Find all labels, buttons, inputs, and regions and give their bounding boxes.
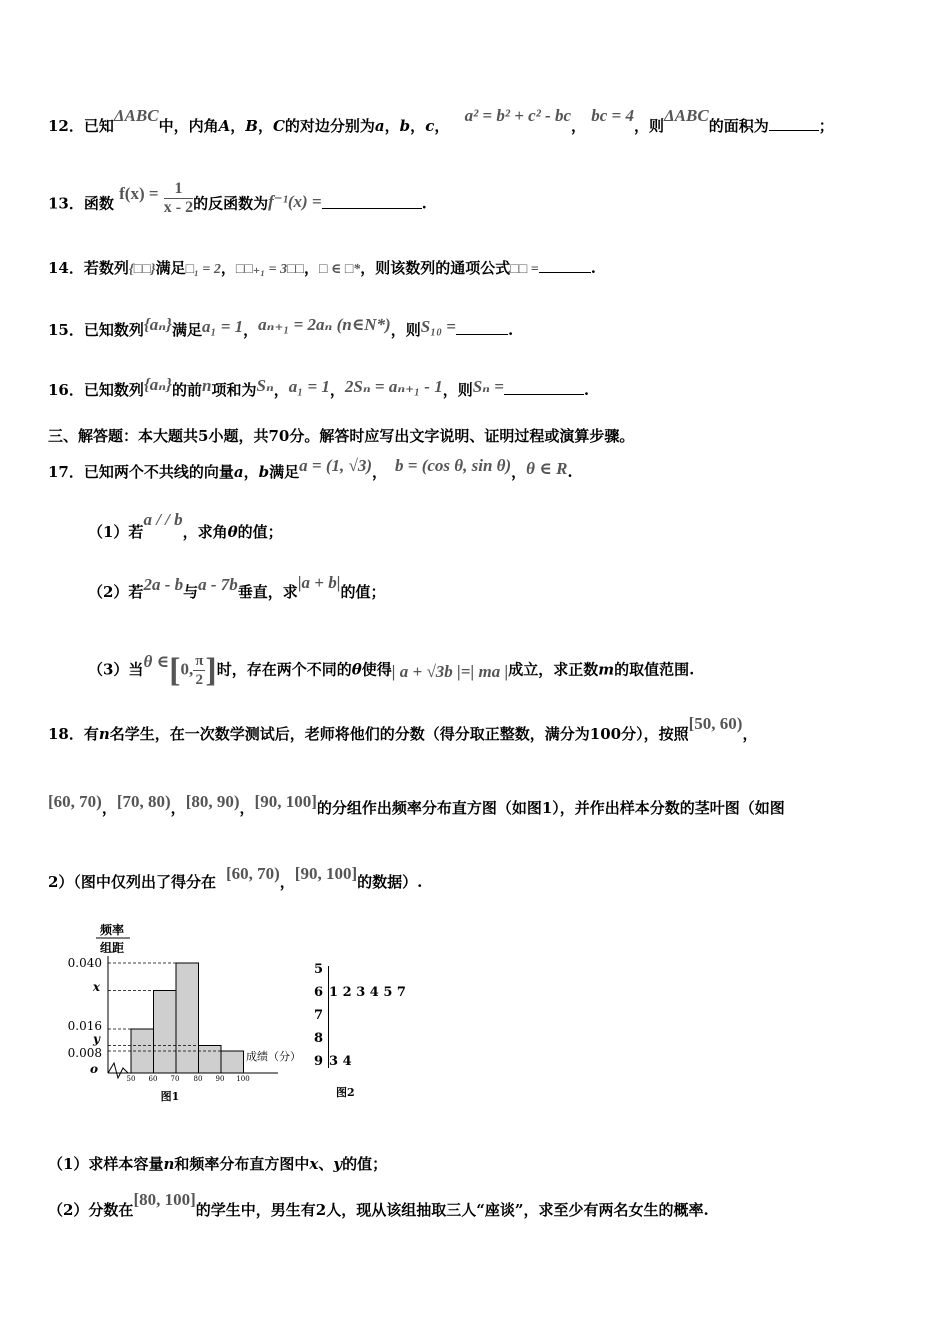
q17-math-vec-a: a = (1, √3) [299,456,372,475]
text: 2）（图中仅列出了得分在 [48,873,216,891]
ytick-0016: 0.016 [67,1019,102,1033]
q17-p2-math2: a - 7b [198,575,238,594]
q18-part1 [48,1154,387,1174]
histogram-ylabel-bottom: 组距 [99,941,125,955]
bar-[70,80) [176,963,199,1073]
stem: 5 [314,962,324,977]
q12-math-triangle2: ΔABC [664,106,709,125]
q18-part2 [48,1190,709,1220]
q12-text: 中，内角 [158,117,219,135]
section-3-heading: 三、解答题：本大题共5小题，共70分。解答时应写出文字说明、证明过程或演算步骤。 [48,427,635,445]
histogram-figure [50,918,330,1108]
text: 时，存在两个不同的 [216,660,352,679]
q13-num: 13． [48,194,84,213]
xtick-50: 50 [126,1075,136,1083]
leaves: 3 4 [329,1054,352,1069]
q12-line [48,106,834,136]
part-label: （1）求样本容量 [48,1155,164,1173]
q15-line [48,315,514,340]
text: 的分组作出频率分布直方图（如图1），并作出样本分数的茎叶图（如图 [316,799,785,817]
q14-math-a1: □₁ = 2 [185,262,221,277]
leaves: 1 2 3 4 5 7 [329,985,406,1000]
stem-leaf-row [314,985,406,1000]
q13-text: 的反函数为 [193,194,269,213]
comma: ， [304,259,320,277]
text: 的值； [340,583,386,601]
histogram-caption: 图1 [160,1090,180,1103]
ytick-y: y [93,1032,100,1046]
q15-text: 已知数列 [83,321,144,339]
stem-leaf-caption: 图2 [336,1086,355,1099]
q12-text: ，则 [633,117,664,135]
q18-p2-range: [80, 100] [133,1190,196,1209]
comma: ， [384,117,400,135]
stem-leaf-row [314,1054,352,1069]
q14-text: 若数列 [83,259,129,277]
q17-line [48,456,573,482]
q18-range-6: [60, 70) [225,864,280,883]
q14-math-domain: □ ∈ □* [319,262,361,277]
period: . [567,463,573,481]
q18-range-2: [60, 70) [48,792,102,811]
q17-p3-zero: 0, [180,659,194,679]
comma: ， [230,117,246,135]
q12-math-triangle: ΔABC [113,106,159,125]
q18-line2 [48,792,785,818]
stem: 7 [314,1008,324,1023]
q17-part1 [88,510,283,542]
ytick-0040: 0.040 [67,956,102,970]
q14-text: ，则该数列的通项公式 [360,259,511,277]
period: . [507,321,514,339]
var-m: m [598,660,615,679]
comma: ， [239,799,255,817]
q16-text: 项和为 [211,381,257,399]
q16-text: ，则 [442,381,473,399]
answer-blank [456,320,508,335]
comma: ， [511,463,527,481]
text: 与 [183,583,199,601]
text: 垂直，求 [237,583,298,601]
var-x: x [309,1155,319,1173]
q16-line [48,375,590,400]
q12-var-a: a [374,117,385,135]
q15-math-seq: {aₙ} [143,315,173,334]
q15-text: 满足 [172,321,203,339]
var-n: n [98,725,110,743]
q14-math-an: □□ = [510,262,539,277]
part-label: （2）若 [88,583,144,601]
xtick-90: 90 [215,1075,225,1083]
xtick-60: 60 [148,1075,158,1083]
q15-math-a1: a₁ = 1 [202,317,244,336]
comma: ， [742,725,758,743]
q16-math-sn: Sₙ [256,376,274,395]
q18-range-5: [90, 100] [254,792,317,811]
comma: ， [243,463,259,481]
q17-var-a: a [233,463,244,481]
q17-p3-math-eq: | a + √3b |=| ma | [391,661,509,681]
answer-blank [322,194,422,209]
bar-[60,70) [154,991,177,1074]
bar-[90,100] [221,1051,244,1073]
comma: ， [571,117,587,135]
comma: ， [279,873,295,891]
q18-range-3: [70, 80) [116,792,171,811]
q18-line3 [48,864,423,892]
q18-range-4: [80, 90) [185,792,240,811]
text: ，求角 [182,523,228,541]
origin-label: o [89,1062,98,1076]
frac-denominator: 2 [195,672,204,688]
comma: ， [329,381,345,399]
q16-math-n: n [202,376,212,395]
stem: 9 [314,1054,324,1069]
xtick-100: 100 [236,1075,250,1083]
q17-p2-math1: 2a - b [143,575,184,594]
comma: ， [273,381,289,399]
comma: ， [101,799,117,817]
q12-var-B: B [245,117,258,135]
q17-text: 满足 [269,463,300,481]
q12-var-C: C [272,117,285,135]
q12-var-c: c [425,117,435,135]
histogram-ylabel-top: 频率 [99,923,125,937]
comma: ， [170,799,186,817]
q14-math-recurrence: □□₊₁ = 3□□ [235,262,304,277]
comma: ， [372,463,388,481]
q17-part2 [88,573,386,602]
xtick-80: 80 [193,1075,203,1083]
histogram-xlabel: 成绩（分） [246,1050,301,1063]
stem-leaf-figure [314,962,434,1102]
stem: 6 [314,985,324,1000]
part-label: （2）分数在 [48,1201,134,1219]
q18-num: 18． [48,725,84,743]
var-theta: θ [227,523,238,541]
var-y: y [333,1155,343,1173]
q12-text: 的面积为 [708,117,769,135]
text: 的数据）. [357,873,423,891]
q12-math-equation: a² = b² + c² - bc [464,106,571,125]
q17-p3-theta-in: θ ∈ [143,651,170,671]
q16-math-sn2: Sₙ = [472,377,504,396]
q12-var-A: A [218,117,231,135]
right-bracket: ] [205,651,217,689]
text: 成立，求正数 [508,660,599,679]
stem-leaf-row [314,962,329,977]
xtick-70: 70 [170,1075,180,1083]
q12-text: 的对边分别为 [284,117,375,135]
period: . [590,259,596,277]
frac-numerator: 1 [164,180,193,199]
axis-break [108,1063,128,1078]
text: 的值； [237,523,283,541]
frac-denominator: x - 2 [163,199,194,216]
text: 和频率分布直方图中 [174,1155,310,1173]
bar-[80,90) [199,1046,222,1074]
q14-text: 满足 [155,259,186,277]
q15-text: ，则 [390,321,421,339]
q12-var-b: b [399,117,411,135]
comma: ， [243,321,259,339]
q14-line [48,258,596,280]
var-theta: θ [351,660,362,679]
q12-num: 12． [48,117,84,135]
period: . [583,381,590,399]
text: 的取值范围. [614,660,695,679]
answer-blank [504,380,584,395]
q15-math-recurrence: aₙ₊₁ = 2aₙ (n∈N*) [258,315,391,334]
ytick-x: x [92,980,100,994]
q16-text: 的前 [172,381,203,399]
q17-p2-math3: |a + b| [297,573,341,592]
text: 的值； [342,1155,388,1173]
q16-num: 16． [48,381,84,399]
q16-text: 已知数列 [83,381,144,399]
comma: ， [434,117,450,135]
q14-num: 14． [48,259,84,277]
left-bracket: [ [169,651,181,689]
q17-p1-math: a / / b [143,510,183,529]
text: 使得 [361,660,392,679]
var-n: n [163,1155,175,1173]
text: 、 [318,1155,334,1173]
q17-math-vec-b: b = (cos θ, sin θ) [395,456,512,475]
histogram-bars [131,963,244,1073]
stem: 8 [314,1031,324,1046]
text: 名学生，在一次数学测试后，老师将他们的分数（得分取正整数，满分为100分），按照 [109,725,689,743]
q13-fraction [164,180,193,217]
q18-range-7: [90, 100] [294,864,358,883]
q17-num: 17． [48,463,84,481]
stem-leaf-row [314,1031,329,1046]
q12-math-bc: bc = 4 [591,106,634,125]
q13-math-f: f(x) = [119,183,159,203]
q16-math-a1: a₁ = 1 [288,377,330,396]
q13-text: 函数 [83,194,114,213]
comma: ， [220,259,236,277]
part-label: （1）若 [88,523,144,541]
q17-var-b: b [258,463,270,481]
q17-text: 已知两个不共线的向量 [83,463,234,481]
q17-math-theta: θ ∈ R [526,459,568,478]
q18-range-1: [50, 60) [688,714,743,733]
answer-blank [769,116,819,131]
q12-text: 已知 [83,117,114,135]
text: 有 [83,725,99,743]
comma: ， [257,117,273,135]
q13-line [48,180,427,223]
q18-line1 [48,714,758,744]
stem-leaf-row [314,1008,329,1023]
part-label: （3）当 [88,660,144,679]
frac-numerator: π [195,653,204,669]
q13-math-inverse: f⁻¹(x) = [268,191,322,211]
semicolon: ； [818,117,834,135]
q14-math-seq: {□□} [128,262,156,277]
text: 的学生中，男生有2人，现从该组抽取三人“座谈”，求至少有两名女生的概率. [195,1201,709,1219]
period: . [421,194,427,213]
q17-part3 [88,652,694,689]
q16-math-seq: {aₙ} [143,375,173,394]
ytick-0008: 0.008 [67,1046,102,1060]
q17-p3-fraction [193,652,205,689]
q15-num: 15． [48,321,84,339]
q15-math-s10: S₁₀ = [420,317,456,336]
answer-blank [539,258,591,273]
comma: ， [410,117,426,135]
q16-math-recurrence: 2Sₙ = aₙ₊₁ - 1 [344,377,443,396]
